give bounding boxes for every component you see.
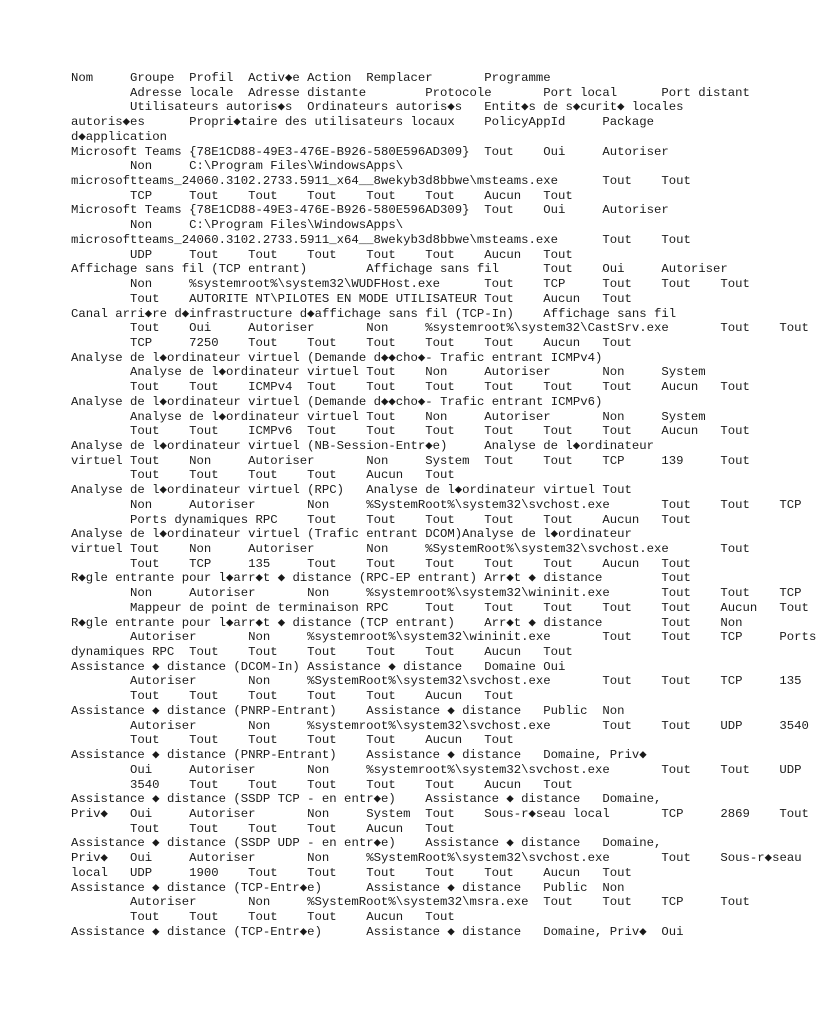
document-line: 3540 Tout Tout Tout Tout Tout Aucun Tout xyxy=(71,777,573,792)
document-line: microsoftteams_24060.3102.2733.5911_x64__8wekyb3d8bbwe\msteams.exe Tout Tout xyxy=(71,232,691,247)
document-line: Oui Autoriser Non %systemroot%\system32\svchost.exe Tout Tout UDP xyxy=(71,762,802,777)
document-line: Canal arri◆re d◆infrastructure d◆affichage sans fil (TCP-In) Affichage sans fil xyxy=(71,306,677,321)
document-line: Autoriser Non %SystemRoot%\system32\svchost.exe Tout Tout TCP 135 xyxy=(71,674,802,689)
document-line: Non Autoriser Non %systemroot%\system32\wininit.exe Tout Tout TCP xyxy=(71,586,802,601)
document-line: R◆gle entrante pour l◆arr◆t ◆ distance (TCP entrant) Arr◆t ◆ distance Tout Non xyxy=(71,615,743,630)
document-line: Analyse de l◆ordinateur virtuel (Trafic entrant DCOM)Analyse de l◆ordinateur xyxy=(71,527,632,542)
document-line: Analyse de l◆ordinateur virtuel (NB-Session-Entr◆e) Analyse de l◆ordinateur xyxy=(71,438,654,453)
document-line: d◆application xyxy=(71,129,167,144)
document-body xyxy=(71,71,816,939)
document-line: Microsoft Teams {78E1CD88-49E3-476E-B926-580E596AD309} Tout Oui Autoriser xyxy=(71,203,669,218)
document-line: Assistance ◆ distance (DCOM-In) Assistance ◆ distance Domaine Oui xyxy=(71,659,566,674)
document-line: Nom Groupe Profil Activ◆e Action Remplacer Programme xyxy=(71,71,551,85)
document-line: virtuel Tout Non Autoriser Non %SystemRoot%\system32\svchost.exe Tout xyxy=(71,542,750,556)
document-line: Mappeur de point de terminaison RPC Tout Tout Tout Tout Tout Aucun Tout xyxy=(71,600,809,615)
document-line: Tout Tout Tout Tout Aucun Tout xyxy=(71,468,455,483)
document-line: Assistance ◆ distance (SSDP UDP - en entr◆e) Assistance ◆ distance Domaine, xyxy=(71,836,662,851)
document-line: dynamiques RPC Tout Tout Tout Tout Tout Aucun Tout xyxy=(71,645,573,660)
document-line: autoris◆es Propri◆taire des utilisateurs locaux PolicyAppId Package xyxy=(71,115,654,130)
document-line: Analyse de l◆ordinateur virtuel (Demande d◆◆cho◆- Trafic entrant ICMPv6) xyxy=(71,394,603,409)
document-line: Utilisateurs autoris◆s Ordinateurs autoris◆s Entit◆s de s◆curit◆ locales xyxy=(71,100,684,115)
document-line: R◆gle entrante pour l◆arr◆t ◆ distance (RPC-EP entrant) Arr◆t ◆ distance Tout xyxy=(71,571,691,586)
document-line: Autoriser Non %SystemRoot%\system32\msra.exe Tout Tout TCP Tout xyxy=(71,895,750,910)
document-line: Analyse de l◆ordinateur virtuel Tout Non Autoriser Non System xyxy=(71,409,706,424)
document-line: Non C:\Program Files\WindowsApps\ xyxy=(71,159,404,174)
document-line: TCP 7250 Tout Tout Tout Tout Tout Aucun Tout xyxy=(71,335,632,350)
document-line: Autoriser Non %systemroot%\system32\wininit.exe Tout Tout TCP Ports xyxy=(71,630,816,645)
document-line: Autoriser Non %systemroot%\system32\svchost.exe Tout Tout UDP 3540 xyxy=(71,718,809,733)
document-line: UDP Tout Tout Tout Tout Tout Aucun Tout xyxy=(71,247,573,262)
document-line: Tout Tout Tout Tout Tout Aucun Tout xyxy=(71,689,514,704)
document-line: TCP Tout Tout Tout Tout Tout Aucun Tout xyxy=(71,188,573,203)
document-line: Tout Oui Autoriser Non %systemroot%\system32\CastSrv.exe Tout Tout xyxy=(71,321,809,336)
document-line: Assistance ◆ distance (PNRP-Entrant) Assistance ◆ distance Domaine, Priv◆ xyxy=(71,748,647,763)
document-line: Tout Tout ICMPv4 Tout Tout Tout Tout Tout Tout Aucun Tout xyxy=(71,380,750,395)
document-line: virtuel Tout Non Autoriser Non System Tout Tout TCP 139 Tout xyxy=(71,453,750,468)
document-line: Assistance ◆ distance (TCP-Entr◆e) Assistance ◆ distance Public Non xyxy=(71,880,625,895)
document-line: Non %systemroot%\system32\WUDFHost.exe Tout TCP Tout Tout Tout xyxy=(71,277,750,292)
document-line: Tout Tout ICMPv6 Tout Tout Tout Tout Tout Tout Aucun Tout xyxy=(71,424,750,439)
document-line: local UDP 1900 Tout Tout Tout Tout Tout Aucun Tout xyxy=(71,865,632,880)
document-line: Tout Tout Tout Tout Aucun Tout xyxy=(71,909,455,924)
document-line: Analyse de l◆ordinateur virtuel Tout Non Autoriser Non System xyxy=(71,365,706,380)
document-line: Assistance ◆ distance (SSDP TCP - en entr◆e) Assistance ◆ distance Domaine, xyxy=(71,792,662,807)
document-line: Affichage sans fil (TCP entrant) Affichage sans fil Tout Oui Autoriser xyxy=(71,262,728,277)
document-line: Priv◆ Oui Autoriser Non System Tout Sous-r◆seau local TCP 2869 Tout xyxy=(71,806,809,821)
document-line: Microsoft Teams {78E1CD88-49E3-476E-B926-580E596AD309} Tout Oui Autoriser xyxy=(71,144,669,159)
document-line: Tout AUTORITE NT\PILOTES EN MODE UTILISATEUR Tout Aucun Tout xyxy=(71,291,632,306)
document-line: Tout TCP 135 Tout Tout Tout Tout Tout Aucun Tout xyxy=(71,556,691,571)
document-line: Tout Tout Tout Tout Aucun Tout xyxy=(71,821,455,836)
document-line: Non C:\Program Files\WindowsApps\ xyxy=(71,218,404,233)
document-line: Ports dynamiques RPC Tout Tout Tout Tout Tout Aucun Tout xyxy=(71,512,691,527)
document-line: Adresse locale Adresse distante Protocole Port local Port distant xyxy=(71,85,750,100)
document-line: Priv◆ Oui Autoriser Non %SystemRoot%\system32\svchost.exe Tout Sous-r◆seau xyxy=(71,851,802,866)
document-line: Analyse de l◆ordinateur virtuel (Demande d◆◆cho◆- Trafic entrant ICMPv4) xyxy=(71,350,603,365)
document-line: Tout Tout Tout Tout Tout Aucun Tout xyxy=(71,733,514,748)
document-line: Assistance ◆ distance (TCP-Entr◆e) Assistance ◆ distance Domaine, Priv◆ Oui xyxy=(71,924,684,939)
document-line: Analyse de l◆ordinateur virtuel (RPC) Analyse de l◆ordinateur virtuel Tout xyxy=(71,483,632,498)
document-line: microsoftteams_24060.3102.2733.5911_x64__8wekyb3d8bbwe\msteams.exe Tout Tout xyxy=(71,174,691,189)
document-line: Assistance ◆ distance (PNRP-Entrant) Assistance ◆ distance Public Non xyxy=(71,703,625,718)
document-line: Non Autoriser Non %SystemRoot%\system32\svchost.exe Tout Tout TCP xyxy=(71,497,802,512)
